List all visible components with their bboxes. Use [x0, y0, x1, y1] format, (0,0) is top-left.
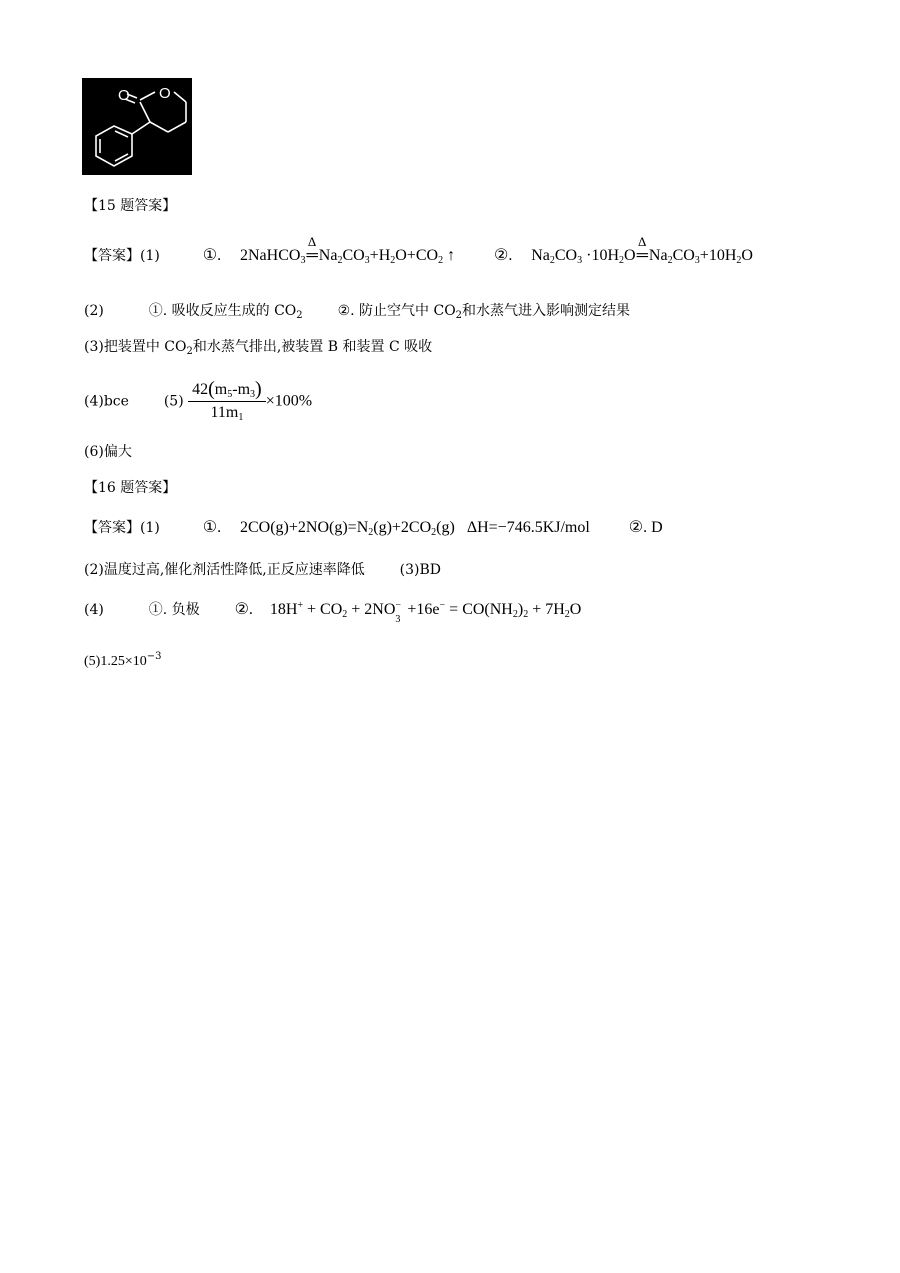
electrode-equation: $18H^+ + CO_2 + 2NO$ − 3 $+16e^- = CO(NH_2)_2 + 7H_2O$: [269, 600, 582, 625]
sub-item-2: ②.: [493, 247, 513, 264]
sub-item-1: ①.: [202, 247, 222, 264]
q15-part3: (3)把装置中 $CO_2$和水蒸气排出,被装置 B 和装置 C 吸收: [84, 339, 433, 357]
structure-image: [82, 78, 192, 175]
q15-heading: 【15 题答案】: [84, 198, 177, 214]
part5-number: (5): [163, 393, 184, 410]
q15-part2: (2) ①. 吸收反应生成的 $CO_2$ ②. 防止空气中 $CO_2$和水蒸气进入影响测定结果: [84, 303, 631, 321]
ring-oxygen-label: O: [159, 85, 171, 102]
answer-label: 【答案】: [84, 248, 140, 264]
equation-2: $Na_2CO_3 \cdot 10H_2O$ Δ $═Na_2CO_3+10H_2O$: [531, 234, 753, 266]
q15-part1: [84, 234, 753, 266]
part4: (4)bce: [84, 393, 129, 410]
equation-thermo: $2CO(g)+2NO(g)=N_2(g)+2CO_2(g)$ ΔH=−746.5KJ/mol: [240, 519, 590, 538]
q15-part4-5: (4)bce (5) $\frac{42(m_5-m_3)}{11m_1}$ ×100%: [84, 378, 313, 423]
q16-part1: 【答案】(1) ①. $2CO(g)+2NO(g)=N_2(g)+2CO_2(g)$ ΔH=−746.5KJ/mol ②. D: [84, 519, 663, 538]
q16-part4: (4) ①. 负极 ②. $18H^+ + CO_2 + 2NO$ − 3 $+16e^- = CO(NH_2)_2 + 7H_2O$: [84, 600, 582, 625]
carbonyl-oxygen-label: O: [118, 87, 130, 104]
lactone-structure-drawing: [82, 78, 192, 175]
q16-part5: $(5)1.25\times 10^{-3}$: [84, 651, 162, 669]
q15-part6: (6)偏大: [84, 444, 132, 460]
q16-part2-3: (2)温度过高,催化剂活性降低,正反应速率降低 (3)BD: [84, 562, 441, 578]
q16-heading: 【16 题答案】: [84, 480, 177, 496]
equation-1: 2NaHCO$_3$ Δ $═Na_2CO_3+H_2O+CO_2$ ↑: [240, 234, 456, 266]
part-number: (1): [140, 248, 160, 264]
part5-fraction: $\frac{42(m_5-m_3)}{11m_1}$: [188, 379, 266, 424]
